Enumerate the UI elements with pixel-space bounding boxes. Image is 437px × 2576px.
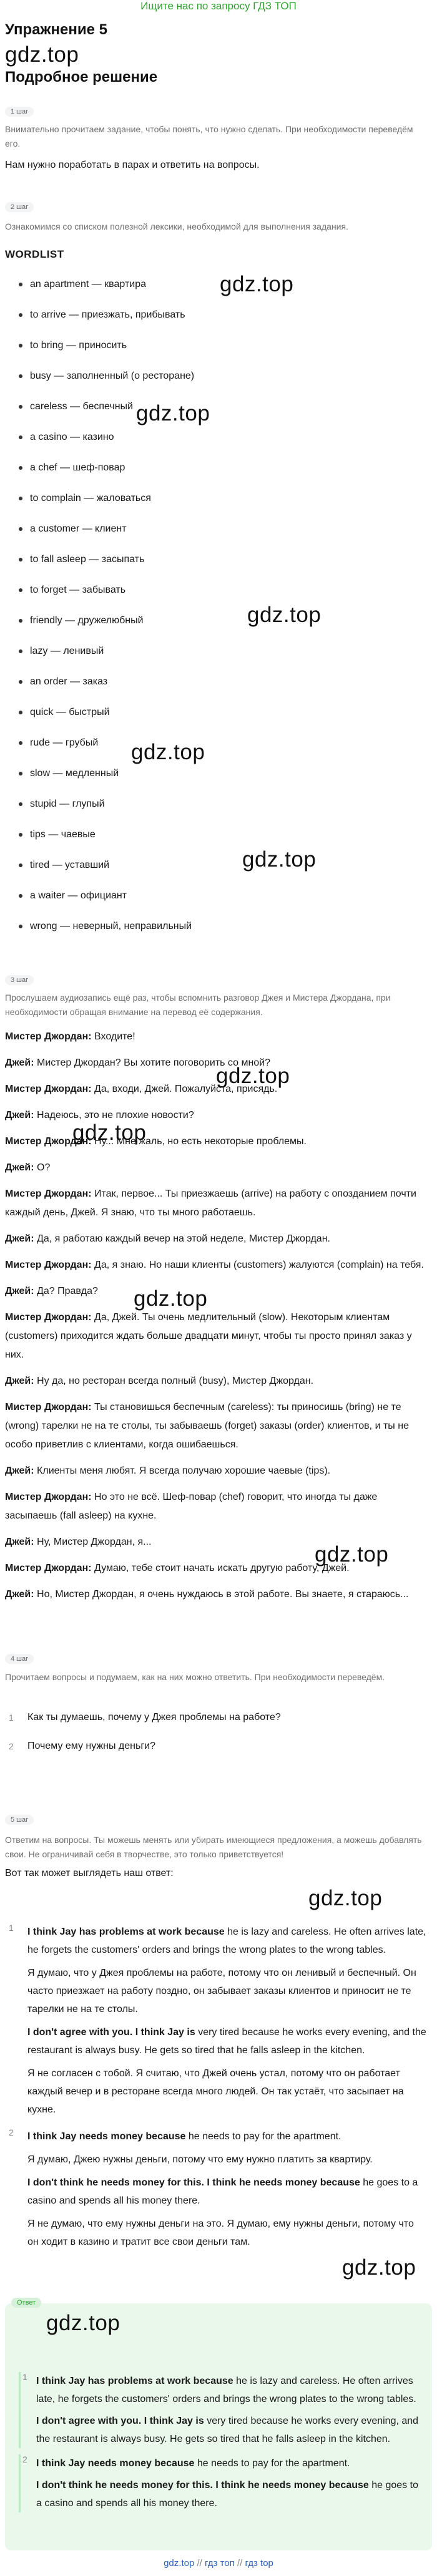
dialogue-text: Да, Джей. Ты очень медлительный (slow). Некоторым клиентам (customers) приходится ждать больше двадцати минут, чтобы ты просто принял заказ у них. <box>5 1312 412 1360</box>
dialogue-text: Входите! <box>91 1031 135 1042</box>
speaker-name: Мистер Джордан: <box>5 1260 92 1270</box>
answer-line <box>27 1923 427 1959</box>
footer-link[interactable]: gdz.top <box>164 2558 195 2569</box>
wordlist-item: busy — заполненный (о ресторане) <box>19 366 194 397</box>
dialogue-text: Ты становишься беспечным (careless): ты приносишь (bring) не те (wrong) тарелки не на те столы, ты забываешь (forget) заказы (order) клиентов, и ты не особо приветлив с клиентами, когда ошибаешься. <box>5 1402 409 1450</box>
answer-line <box>27 2064 427 2119</box>
answer-text: Я думаю, Джею нужны деньги, потому что ему нужно платить за квартиру. <box>27 2154 373 2165</box>
wordlist-item: to fall asleep — засыпать <box>19 550 194 580</box>
watermark: gdz.top <box>242 847 317 872</box>
speaker-name: Мистер Джордан: <box>5 1031 92 1042</box>
dialogue-text: Думаю, тебе стоит начать искать другую работу, Джей. <box>91 1563 350 1573</box>
answer-line <box>36 2454 426 2472</box>
watermark: gdz.top <box>5 42 79 67</box>
questions-list <box>9 1710 281 1767</box>
dialogue-line <box>5 1159 432 1177</box>
wordlist-item: a casino — казино <box>19 427 194 458</box>
step-badge: 3 шаг <box>5 975 34 985</box>
footer-link[interactable]: гдз top <box>245 2558 273 2569</box>
step-badge: 5 шаг <box>5 1815 34 1825</box>
answer-line <box>27 1964 427 2018</box>
answer-bar <box>19 2454 21 2512</box>
answer-line <box>27 2215 427 2251</box>
question-number: 2 <box>9 1741 14 1751</box>
answer-badge: Ответ <box>11 2298 41 2308</box>
answer-phrase: I think Jay needs money because <box>27 2131 186 2142</box>
footer-separator: // <box>197 2558 202 2569</box>
speaker-name: Мистер Джордан: <box>5 1084 92 1094</box>
watermark: gdz.top <box>46 2311 120 2335</box>
answer-number: 2 <box>22 2454 27 2464</box>
wordlist-item: to bring — приносить <box>19 336 194 366</box>
answer-phrase: I think Jay needs money because <box>36 2458 195 2469</box>
wordlist-item: an apartment — квартира <box>19 275 194 305</box>
watermark: gdz.top <box>247 603 322 627</box>
dialogue-text: Но, Мистер Джордан, я очень нуждаюсь в этой работе. Вы знаете, я стараюсь... <box>34 1589 409 1600</box>
answer-phrase: I don't agree with you. I think Jay is <box>27 2027 195 2038</box>
speaker-name: Джей: <box>5 1465 34 1476</box>
exercise-title: Упражнение 5 <box>5 21 107 38</box>
footer-link[interactable]: гдз топ <box>205 2558 235 2569</box>
speaker-name: Мистер Джордан: <box>5 1136 92 1147</box>
dialogue-text: Мистер Джордан? Вы хотите поговорить со мной? <box>34 1057 271 1068</box>
speaker-name: Мистер Джордан: <box>5 1492 92 1502</box>
step-badge: 2 шаг <box>5 202 34 212</box>
dialogue-line <box>5 1585 432 1604</box>
step-badge: 4 шаг <box>5 1654 34 1664</box>
answer-item <box>9 2127 427 2251</box>
answers <box>9 1923 427 2260</box>
watermark: gdz.top <box>72 1120 147 1145</box>
dialogue-line <box>5 1308 432 1364</box>
wordlist-item: to forget — забывать <box>19 580 194 611</box>
watermark: gdz.top <box>134 1286 208 1311</box>
speaker-name: Джей: <box>5 1233 34 1244</box>
wordlist-item: lazy — ленивый <box>19 641 194 672</box>
answer-phrase: I don't think he needs money for this. I think he needs money because <box>27 2177 360 2188</box>
watermark: gdz.top <box>308 1886 383 1910</box>
watermark: gdz.top <box>136 401 210 425</box>
wordlist-item: tips — чаевые <box>19 825 194 855</box>
step-note: Ответим на вопросы. Ты можешь менять или убирать имеющиеся предложения, а можешь добавлять свои. Не ограничивай себя в творчестве, это только приветствуется! <box>5 1835 422 1859</box>
speaker-name: Джей: <box>5 1376 34 1386</box>
wordlist <box>19 275 194 947</box>
wordlist-item: tired — уставший <box>19 855 194 886</box>
answer-text: Я не согласен с тобой. Я считаю, что Джей очень устал, потому что он работает каждый вечер и в ресторане всегда много людей. Он так устаёт, что засыпает на кухне. <box>27 2068 404 2115</box>
dialogue-text: Но это не всё. Шеф-повар (chef) говорит, что иногда ты даже засыпаешь (fall asleep) на кухне. <box>5 1492 378 1521</box>
speaker-name: Джей: <box>5 1110 34 1120</box>
answer-line <box>27 2151 427 2169</box>
dialogue-text: Ну да, но ресторан всегда полный (busy), Мистер Джордан. <box>34 1376 314 1386</box>
dialogue-text: Да, я работаю каждый вечер на этой неделе, Мистер Джордан. <box>34 1233 330 1244</box>
step-badge: 1 шаг <box>5 107 34 117</box>
dialogue <box>5 1028 432 1611</box>
answer-phrase: I don't think he needs money for this. I think he needs money because <box>36 2480 369 2491</box>
answer-text: he needs to pay for the apartment. <box>185 2131 341 2142</box>
step-note: Прослушаем аудиозапись ещё раз, чтобы вспомнить разговор Джея и Мистера Джордана, при необходимости обращая внимание на перевод её содержания. <box>5 993 391 1017</box>
wordlist-item: slow — медленный <box>19 764 194 794</box>
answer-phrase: I think Jay has problems at work because <box>27 1927 225 1937</box>
answer-phrase: I don't agree with you. I think Jay is <box>36 2416 204 2426</box>
dialogue-text: Да, входи, Джей. Пожалуйста, присядь. <box>91 1084 278 1094</box>
speaker-name: Мистер Джордан: <box>5 1188 92 1199</box>
wordlist-item: a chef — шеф-повар <box>19 458 194 488</box>
speaker-name: Джей: <box>5 1286 34 1296</box>
answer-line <box>36 2412 426 2448</box>
answer-line <box>27 2023 427 2059</box>
dialogue-text: Надеюсь, это не плохие новости? <box>34 1110 194 1120</box>
wordlist-title: WORDLIST <box>5 248 64 260</box>
dialogue-text: Да, я знаю. Но наши клиенты (customers) жалуются (complain) на тебя. <box>91 1260 424 1270</box>
footer-separator: // <box>237 2558 243 2569</box>
step-text: Нам нужно поработать в парах и ответить на вопросы. <box>5 160 260 170</box>
dialogue-line <box>5 1028 432 1046</box>
speaker-name: Джей: <box>5 1589 34 1600</box>
watermark: gdz.top <box>131 740 205 764</box>
dialogue-text: О? <box>34 1162 51 1173</box>
dialogue-line <box>5 1398 432 1454</box>
question-text: Почему ему нужны деньги? <box>27 1741 156 1751</box>
answer-text: very tired because he works every evening, and the restaurant is always busy. He gets so tired that he falls asleep in the kitchen. <box>27 2027 426 2056</box>
answer-text: very tired because he works every evening, and the restaurant is always busy. He gets so tired that he falls asleep in the kitchen. <box>36 2416 419 2444</box>
watermark: gdz.top <box>342 2255 416 2280</box>
speaker-name: Мистер Джордан: <box>5 1312 92 1323</box>
wordlist-item: a waiter — официант <box>19 886 194 916</box>
answer-line <box>36 2476 426 2512</box>
wordlist-item: wrong — неверный, неправильный <box>19 916 194 947</box>
footer <box>0 2558 437 2569</box>
dialogue-line <box>5 1185 432 1222</box>
dialogue-line <box>5 1462 432 1480</box>
dialogue-text: Да? Правда? <box>34 1286 98 1296</box>
question-item <box>9 1710 281 1725</box>
dialogue-text: Ну, Мистер Джордан, я... <box>34 1537 152 1547</box>
answer-box-content <box>14 2372 426 2519</box>
speaker-name: Мистер Джордан: <box>5 1563 92 1573</box>
answer-item <box>14 2454 426 2512</box>
answer-text: he is lazy and careless. He often arrives late, he forgets the customers' orders and brings the wrong plates to the wrong tables. <box>27 1927 426 1955</box>
solution-title: Подробное решение <box>5 69 158 85</box>
search-hint-link[interactable]: Ищите нас по запросу ГДЗ ТОП <box>140 0 297 12</box>
watermark: gdz.top <box>220 272 294 296</box>
wordlist-item: rude — грубый <box>19 733 194 764</box>
dialogue-line <box>5 1106 432 1125</box>
speaker-name: Джей: <box>5 1057 34 1068</box>
watermark: gdz.top <box>315 1542 389 1567</box>
question-text: Как ты думаешь, почему у Джея проблемы на работе? <box>27 1712 281 1723</box>
wordlist-item: to arrive — приезжать, прибывать <box>19 305 194 336</box>
step-note: Прочитаем вопросы и подумаем, как на них можно ответить. При необходимости переведём. <box>5 1672 385 1682</box>
answer-text: Я думаю, что у Джея проблемы на работе, потому что он ленивый и беспечный. Он часто приезжает на работу поздно, он забывает заказы клиентов и приносит не те тарелки не на те столы. <box>27 1968 416 2015</box>
answer-item <box>14 2372 426 2448</box>
wordlist-item: careless — беспечный <box>19 397 194 427</box>
dialogue-text: Клиенты меня любят. Я всегда получаю хорошие чаевые (tips). <box>34 1465 331 1476</box>
speaker-name: Мистер Джордан: <box>5 1402 92 1412</box>
answer-phrase: I think Jay has problems at work because <box>36 2376 233 2386</box>
speaker-name: Джей: <box>5 1537 34 1547</box>
answer-line <box>27 2127 427 2146</box>
watermark: gdz.top <box>216 1064 290 1088</box>
wordlist-item: a customer — клиент <box>19 519 194 550</box>
dialogue-line <box>5 1372 432 1391</box>
dialogue-text: Итак, первое... Ты приезжаешь (arrive) на работу с опозданием почти каждый день, Джей. Я знаю, что ты много работаешь. <box>5 1188 416 1218</box>
dialogue-line <box>5 1132 432 1151</box>
wordlist-item: an order — заказ <box>19 672 194 702</box>
answer-text: he is lazy and careless. He often arrives late, he forgets the customers' orders and brings the wrong plates to the wrong tables. <box>36 2376 416 2404</box>
answer-item <box>9 1923 427 2119</box>
step-text: Вот так может выглядеть наш ответ: <box>5 1868 174 1879</box>
answer-line <box>36 2372 426 2408</box>
answer-number: 2 <box>9 2127 14 2137</box>
answer-number: 1 <box>22 2372 27 2382</box>
answer-number: 1 <box>9 1923 14 1933</box>
answer-text: he goes to a casino and spends all his money there. <box>27 2177 418 2206</box>
dialogue-text: Ну... Мне жаль, но есть некоторые проблемы. <box>91 1136 307 1147</box>
answer-text: he goes to a casino and spends all his money there. <box>36 2480 418 2509</box>
answer-line <box>27 2174 427 2210</box>
dialogue-line <box>5 1282 432 1301</box>
answer-bar <box>19 2372 21 2448</box>
answer-text: Я не думаю, что ему нужны деньги на это. Я думаю, ему нужны деньги, потому что он ходит в казино и тратит все свои деньги там. <box>27 2219 414 2247</box>
wordlist-item: friendly — дружелюбный <box>19 611 194 641</box>
wordlist-item: stupid — глупый <box>19 794 194 825</box>
step-note: Ознакомимся со списком полезной лексики, необходимой для выполнения задания. <box>5 221 348 231</box>
answer-text: he needs to pay for the apartment. <box>194 2458 350 2469</box>
speaker-name: Джей: <box>5 1162 34 1173</box>
question-number: 1 <box>9 1713 14 1723</box>
dialogue-line <box>5 1488 432 1525</box>
wordlist-item: quick — быстрый <box>19 702 194 733</box>
dialogue-line <box>5 1230 432 1248</box>
wordlist-item: to complain — жаловаться <box>19 488 194 519</box>
dialogue-line <box>5 1256 432 1275</box>
step-note: Внимательно прочитаем задание, чтобы понять, что нужно сделать. При необходимости переведём его. <box>5 124 413 148</box>
question-item <box>9 1739 281 1754</box>
